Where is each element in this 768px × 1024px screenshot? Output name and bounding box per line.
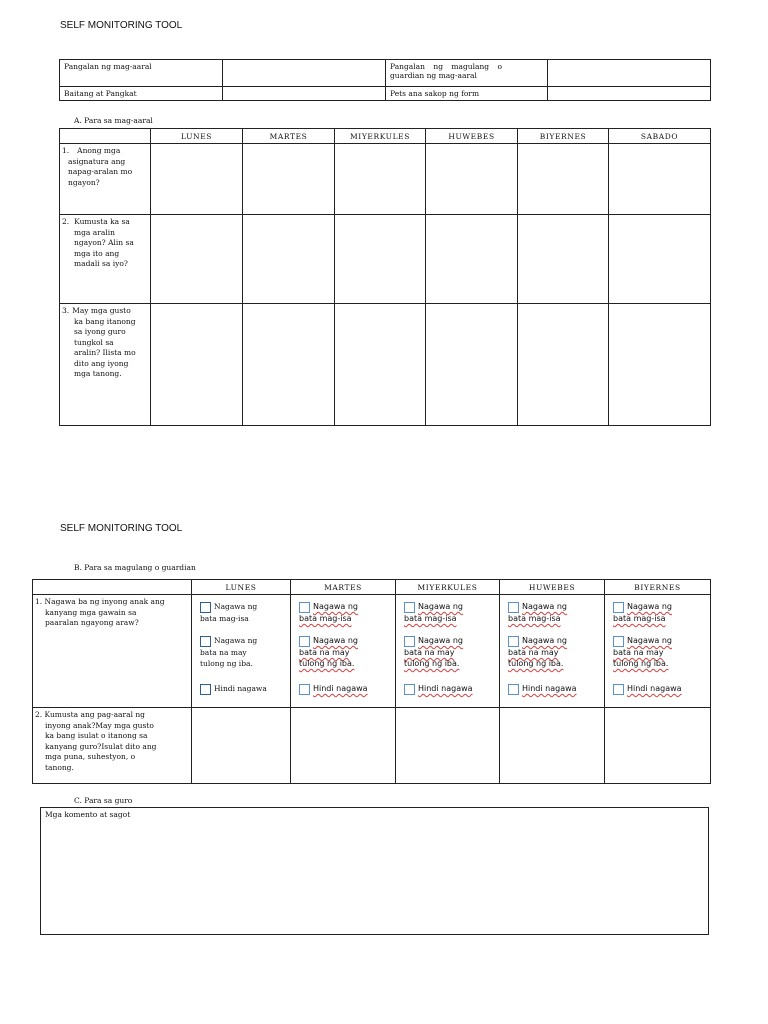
- question-2: 2. Kumusta ka sa mga aralin ngayon? Alin sa mga ito ang madali sa iyo?: [60, 215, 151, 304]
- answer-cell[interactable]: [151, 215, 243, 304]
- options-cell-miyerkules: [396, 595, 500, 708]
- option-with-help[interactable]: Nagawa ng bata na may tulong ng iba.: [508, 636, 568, 668]
- answer-cell[interactable]: [243, 215, 335, 304]
- option-not-done[interactable]: Hindi nagawa: [200, 683, 284, 695]
- parent-name-field[interactable]: [548, 60, 711, 87]
- checkbox[interactable]: [200, 684, 211, 695]
- student-monitoring-table: [59, 128, 711, 426]
- day-header-martes: MARTES: [291, 580, 396, 595]
- parent-name-label: Pangalan ng magulang o guardian ng mag-aaral: [386, 60, 548, 87]
- comments-label: Mga komento at sagot: [45, 810, 131, 819]
- answer-cell[interactable]: [609, 215, 711, 304]
- day-header-martes: MARTES: [243, 129, 335, 144]
- answer-cell[interactable]: [243, 144, 335, 215]
- section-c-label: C. Para sa guro: [74, 796, 133, 805]
- parent-question-1: 1. Nagawa ba ng inyong anak ang kanyang mga gawain sa paaralan ngayong araw?: [33, 595, 192, 708]
- option-with-help[interactable]: Nagawa ng bata na may tulong ng iba.: [613, 636, 673, 668]
- option-alone[interactable]: Nagawa ng bata mag-isa: [508, 602, 568, 623]
- checkbox[interactable]: [613, 602, 624, 613]
- table-row: [33, 708, 711, 784]
- answer-cell[interactable]: [291, 708, 396, 784]
- answer-cell[interactable]: [518, 304, 609, 426]
- answer-cell[interactable]: [396, 708, 500, 784]
- day-header-lunes: LUNES: [192, 580, 291, 595]
- checkbox[interactable]: [508, 684, 519, 695]
- checkbox[interactable]: [404, 602, 415, 613]
- corner-cell: [60, 129, 151, 144]
- page1-title: SELF MONITORING TOOL: [60, 20, 183, 31]
- checkbox[interactable]: [404, 636, 415, 647]
- day-header-sabado: SABADO: [609, 129, 711, 144]
- option-alone[interactable]: Nagawa ng bata mag-isa: [299, 602, 359, 623]
- option-alone[interactable]: Nagawa ng bata mag-isa: [200, 602, 258, 623]
- options-cell-huwebes: [500, 595, 605, 708]
- checkbox[interactable]: [404, 684, 415, 695]
- answer-cell[interactable]: [335, 215, 426, 304]
- section-b-label: B. Para sa magulang o guardian: [74, 563, 196, 572]
- day-header-lunes: LUNES: [151, 129, 243, 144]
- checkbox[interactable]: [200, 602, 211, 613]
- option-with-help[interactable]: Nagawa ng bata na may tulong ng iba.: [404, 636, 464, 668]
- checkbox[interactable]: [613, 636, 624, 647]
- answer-cell[interactable]: [605, 708, 711, 784]
- day-header-miyerkules: MIYERKULES: [335, 129, 426, 144]
- answer-cell[interactable]: [151, 144, 243, 215]
- date-label: Pets ana sakop ng form: [386, 87, 548, 101]
- answer-cell[interactable]: [426, 215, 518, 304]
- day-header-huwebes: HUWEBES: [426, 129, 518, 144]
- parent-question-2: 2. Kumusta ang pag-aaral ng inyong anak?May mga gusto ka bang isulat o itanong sa kanyang guro?Isulat dito ang mga puna, suhestyon, o tanong.: [33, 708, 192, 784]
- corner-cell: [33, 580, 192, 595]
- answer-cell[interactable]: [518, 215, 609, 304]
- checkbox[interactable]: [613, 684, 624, 695]
- option-not-done[interactable]: Hindi nagawa: [404, 683, 493, 695]
- checkbox[interactable]: [299, 636, 310, 647]
- answer-cell[interactable]: [518, 144, 609, 215]
- option-alone[interactable]: Nagawa ng bata mag-isa: [613, 602, 673, 623]
- option-not-done[interactable]: Hindi nagawa: [299, 683, 389, 695]
- checkbox[interactable]: [200, 636, 211, 647]
- checkbox[interactable]: [299, 684, 310, 695]
- answer-cell[interactable]: [243, 304, 335, 426]
- answer-cell[interactable]: [426, 304, 518, 426]
- page2-title: SELF MONITORING TOOL: [60, 523, 183, 534]
- teacher-comments-box[interactable]: [40, 807, 709, 935]
- question-1: 1. Anong mga asignatura ang napag-aralan mo ngayon?: [60, 144, 151, 215]
- table-row: [60, 144, 711, 215]
- table-row: [60, 304, 711, 426]
- day-header-miyerkules: MIYERKULES: [396, 580, 500, 595]
- answer-cell[interactable]: [609, 304, 711, 426]
- day-header-biyernes: BIYERNES: [605, 580, 711, 595]
- table-row: [60, 215, 711, 304]
- grade-section-label: Baitang at Pangkat: [60, 87, 223, 101]
- answer-cell[interactable]: [335, 144, 426, 215]
- answer-cell[interactable]: [151, 304, 243, 426]
- options-cell-lunes: [192, 595, 291, 708]
- student-info-table: [59, 59, 711, 101]
- grade-section-field[interactable]: [223, 87, 386, 101]
- day-header-biyernes: BIYERNES: [518, 129, 609, 144]
- answer-cell[interactable]: [335, 304, 426, 426]
- checkbox[interactable]: [299, 602, 310, 613]
- parent-monitoring-table: [32, 579, 711, 784]
- answer-cell[interactable]: [609, 144, 711, 215]
- answer-cell[interactable]: [192, 708, 291, 784]
- date-field[interactable]: [548, 87, 711, 101]
- answer-cell[interactable]: [426, 144, 518, 215]
- answer-cell[interactable]: [500, 708, 605, 784]
- options-cell-martes: [291, 595, 396, 708]
- checkbox[interactable]: [508, 602, 519, 613]
- option-with-help[interactable]: Nagawa ng bata na may tulong ng iba.: [200, 636, 258, 668]
- student-name-label: Pangalan ng mag-aaral: [60, 60, 223, 87]
- student-name-field[interactable]: [223, 60, 386, 87]
- option-not-done[interactable]: Hindi nagawa: [613, 683, 704, 695]
- question-3: 3. May mga gusto ka bang itanong sa iyong guro tungkol sa aralin? Ilista mo dito ang iyong mga tanong.: [60, 304, 151, 426]
- section-a-label: A. Para sa mag-aaral: [74, 116, 153, 125]
- checkbox[interactable]: [508, 636, 519, 647]
- options-cell-biyernes: [605, 595, 711, 708]
- day-header-huwebes: HUWEBES: [500, 580, 605, 595]
- table-row: [33, 595, 711, 708]
- option-not-done[interactable]: Hindi nagawa: [508, 683, 598, 695]
- option-alone[interactable]: Nagawa ng bata mag-isa: [404, 602, 464, 623]
- option-with-help[interactable]: Nagawa ng bata na may tulong ng iba.: [299, 636, 359, 668]
